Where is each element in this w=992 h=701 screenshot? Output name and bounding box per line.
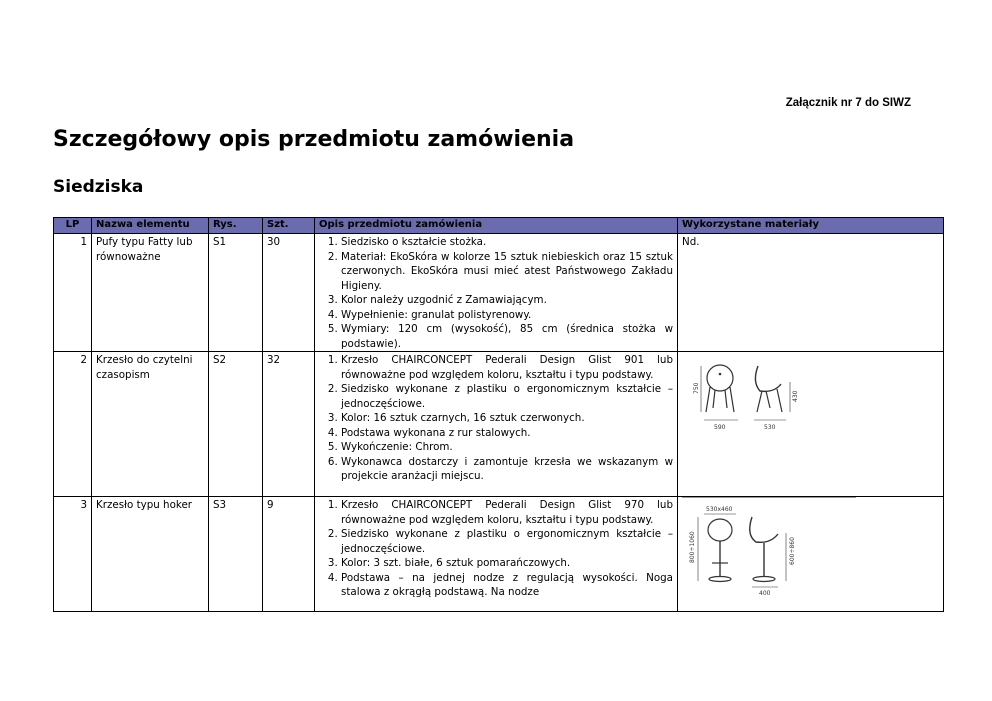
chair-drawing <box>682 360 802 435</box>
desc-item: 4. Podstawa – na jednej nodze z regulacją wysokości. Noga stalowa z okrągłą podstawą. Na nodze <box>341 571 673 600</box>
cell-rys: S1 <box>209 234 263 352</box>
cell-desc <box>315 352 678 497</box>
dim-label: 800÷1060 <box>689 531 696 563</box>
cell-rys: S2 <box>209 352 263 497</box>
cell-materials <box>678 352 944 497</box>
desc-item: 1. Krzesło CHAIRCONCEPT Pederali Design Glist 901 lub równoważne pod względem koloru, kształtu i typu podstawy. <box>341 353 673 382</box>
dim-label: 590 <box>714 424 726 431</box>
desc-list <box>319 353 673 484</box>
col-header-rys: Rys. <box>209 218 263 234</box>
dim-label: 400 <box>759 590 771 597</box>
cell-materials: Nd. <box>678 234 944 352</box>
cell-szt: 32 <box>263 352 315 497</box>
desc-list <box>319 235 673 351</box>
drawing-frame-line <box>682 497 856 498</box>
dim-label: 600÷860 <box>789 537 796 565</box>
col-header-name: Nazwa elementu <box>92 218 209 234</box>
desc-item: 2. Materiał: EkoSkóra w kolorze 15 sztuk niebieskich oraz 15 sztuk czerwonych. EkoSkóra musi mieć atest Państwowego Zakładu Higieny. <box>341 250 673 294</box>
dim-label: 430 <box>792 390 799 402</box>
col-header-materials: Wykorzystane materiały <box>678 218 944 234</box>
cell-name: Krzesło typu hoker <box>92 497 209 612</box>
table-row <box>54 234 944 352</box>
cell-lp: 3 <box>54 497 92 612</box>
desc-item: 1. Siedzisko o kształcie stożka. <box>341 235 673 250</box>
desc-item: 6. Wykonawca dostarczy i zamontuje krzesła we wskazanym w projekcie aranżacji miejscu. <box>341 455 673 484</box>
cell-desc <box>315 497 678 612</box>
cell-name: Pufy typu Fatty lub równoważne <box>92 234 209 352</box>
col-header-desc: Opis przedmiotu zamówienia <box>315 218 678 234</box>
desc-item: 3. Kolor: 16 sztuk czarnych, 16 sztuk czerwonych. <box>341 411 673 426</box>
stool-drawing <box>682 503 802 603</box>
desc-item: 3. Kolor należy uzgodnić z Zamawiającym. <box>341 293 673 308</box>
desc-item: 2. Siedzisko wykonane z plastiku o ergonomicznym kształcie – jednoczęściowe. <box>341 527 673 556</box>
desc-item: 4. Podstawa wykonana z rur stalowych. <box>341 426 673 441</box>
cell-desc <box>315 234 678 352</box>
cell-szt: 9 <box>263 497 315 612</box>
desc-list <box>319 498 673 600</box>
cell-materials <box>678 497 944 612</box>
cell-rys: S3 <box>209 497 263 612</box>
annex-label: Załącznik nr 7 do SIWZ <box>785 97 911 109</box>
dim-label: 530x460 <box>706 506 733 513</box>
col-header-lp: LP <box>54 218 92 234</box>
table-row <box>54 497 944 612</box>
cell-lp: 2 <box>54 352 92 497</box>
cell-name: Krzesło do czytelni czasopism <box>92 352 209 497</box>
table-header-row <box>54 218 944 234</box>
cell-lp: 1 <box>54 234 92 352</box>
section-title: Siedziska <box>53 177 144 197</box>
table-row <box>54 352 944 497</box>
page-title: Szczegółowy opis przedmiotu zamówienia <box>53 127 575 152</box>
desc-item: 4. Wypełnienie: granulat polistyrenowy. <box>341 308 673 323</box>
dim-label: 750 <box>693 382 700 394</box>
specification-table <box>53 217 944 612</box>
col-header-szt: Szt. <box>263 218 315 234</box>
desc-item: 3. Kolor: 3 szt. białe, 6 sztuk pomarańczowych. <box>341 556 673 571</box>
desc-item: 5. Wymiary: 120 cm (wysokość), 85 cm (średnica stożka w podstawie). <box>341 322 673 351</box>
cell-szt: 30 <box>263 234 315 352</box>
desc-item: 5. Wykończenie: Chrom. <box>341 440 673 455</box>
desc-item: 2. Siedzisko wykonane z plastiku o ergonomicznym kształcie – jednoczęściowe. <box>341 382 673 411</box>
dim-label: 530 <box>764 424 776 431</box>
desc-item: 1. Krzesło CHAIRCONCEPT Pederali Design Glist 970 lub równoważne pod względem koloru, kształtu i typu podstawy. <box>341 498 673 527</box>
